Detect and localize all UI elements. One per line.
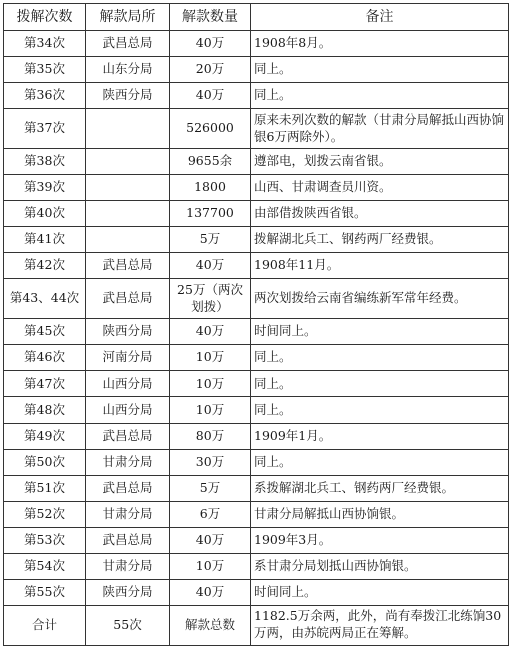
table-row	[4, 553, 509, 579]
cell-count: 第38次	[4, 149, 86, 175]
cell-remarks: 同上。	[251, 449, 509, 475]
cell-count: 第49次	[4, 423, 86, 449]
cell-remarks: 同上。	[251, 397, 509, 423]
cell-amount: 5万	[170, 227, 251, 253]
cell-amount: 80万	[170, 423, 251, 449]
cell-amount: 9655余	[170, 149, 251, 175]
cell-office: 甘肃分局	[86, 553, 170, 579]
cell-count: 第53次	[4, 527, 86, 553]
header-row	[4, 4, 509, 31]
cell-count: 第34次	[4, 31, 86, 57]
table-row	[4, 319, 509, 345]
cell-amount: 6万	[170, 501, 251, 527]
cell-amount: 40万	[170, 319, 251, 345]
cell-amount: 10万	[170, 397, 251, 423]
cell-office: 武昌总局	[86, 475, 170, 501]
cell-office: 55次	[86, 605, 170, 645]
cell-count: 第45次	[4, 319, 86, 345]
cell-amount: 10万	[170, 553, 251, 579]
table-row	[4, 227, 509, 253]
cell-count: 第40次	[4, 201, 86, 227]
cell-amount: 10万	[170, 345, 251, 371]
table-row	[4, 501, 509, 527]
cell-amount: 1800	[170, 175, 251, 201]
cell-amount: 40万	[170, 31, 251, 57]
cell-remarks: 系甘肃分局划抵山西协饷银。	[251, 553, 509, 579]
cell-remarks: 1909年3月。	[251, 527, 509, 553]
table-row	[4, 201, 509, 227]
cell-office: 武昌总局	[86, 31, 170, 57]
table-row	[4, 253, 509, 279]
cell-office: 武昌总局	[86, 527, 170, 553]
header-amount: 解款数量	[170, 4, 251, 31]
cell-count: 第37次	[4, 109, 86, 149]
cell-remarks: 甘肃分局解抵山西协饷银。	[251, 501, 509, 527]
table-row	[4, 527, 509, 553]
cell-count: 第42次	[4, 253, 86, 279]
cell-office: 武昌总局	[86, 423, 170, 449]
table-row	[4, 83, 509, 109]
cell-amount: 30万	[170, 449, 251, 475]
cell-count: 第36次	[4, 83, 86, 109]
cell-count: 第46次	[4, 345, 86, 371]
table-row	[4, 397, 509, 423]
cell-office: 武昌总局	[86, 279, 170, 319]
cell-remarks: 1908年8月。	[251, 31, 509, 57]
header-remarks: 备注	[251, 4, 509, 31]
remittance-table	[3, 3, 509, 646]
cell-office	[86, 175, 170, 201]
cell-remarks: 系拨解湖北兵工、钢药两厂经费银。	[251, 475, 509, 501]
cell-remarks: 时间同上。	[251, 319, 509, 345]
cell-amount: 40万	[170, 527, 251, 553]
table-row	[4, 345, 509, 371]
header-count: 拨解次数	[4, 4, 86, 31]
cell-amount: 137700	[170, 201, 251, 227]
table-row	[4, 579, 509, 605]
cell-amount: 526000	[170, 109, 251, 149]
cell-remarks: 原来未列次数的解款（甘肃分局解抵山西协饷银6万两除外）。	[251, 109, 509, 149]
cell-amount: 20万	[170, 57, 251, 83]
cell-count: 第51次	[4, 475, 86, 501]
cell-count: 第55次	[4, 579, 86, 605]
cell-count: 第50次	[4, 449, 86, 475]
cell-office: 山西分局	[86, 397, 170, 423]
cell-office: 陕西分局	[86, 579, 170, 605]
cell-office	[86, 109, 170, 149]
table-row	[4, 109, 509, 149]
cell-office: 河南分局	[86, 345, 170, 371]
cell-amount: 5万	[170, 475, 251, 501]
cell-amount: 25万（两次划拨）	[170, 279, 251, 319]
cell-remarks: 拨解湖北兵工、钢药两厂经费银。	[251, 227, 509, 253]
cell-remarks: 同上。	[251, 371, 509, 397]
cell-office: 山东分局	[86, 57, 170, 83]
cell-office: 陕西分局	[86, 83, 170, 109]
cell-remarks: 同上。	[251, 345, 509, 371]
table-row	[4, 57, 509, 83]
cell-count: 第47次	[4, 371, 86, 397]
cell-office: 武昌总局	[86, 253, 170, 279]
cell-remarks: 1908年11月。	[251, 253, 509, 279]
cell-office	[86, 201, 170, 227]
cell-remarks: 由部借拨陕西省银。	[251, 201, 509, 227]
table-row	[4, 449, 509, 475]
cell-remarks: 同上。	[251, 83, 509, 109]
cell-remarks: 时间同上。	[251, 579, 509, 605]
cell-count: 第39次	[4, 175, 86, 201]
table-row	[4, 31, 509, 57]
cell-remarks: 遵部电，划拨云南省银。	[251, 149, 509, 175]
cell-amount: 40万	[170, 579, 251, 605]
header-office: 解款局所	[86, 4, 170, 31]
cell-amount: 40万	[170, 253, 251, 279]
cell-count: 第54次	[4, 553, 86, 579]
table-row	[4, 475, 509, 501]
table-row	[4, 175, 509, 201]
cell-count: 第43、44次	[4, 279, 86, 319]
cell-count: 合计	[4, 605, 86, 645]
cell-remarks: 两次划拨给云南省编练新军常年经费。	[251, 279, 509, 319]
table-row	[4, 423, 509, 449]
cell-count: 第35次	[4, 57, 86, 83]
cell-amount: 解款总数	[170, 605, 251, 645]
total-row	[4, 605, 509, 645]
cell-remarks: 同上。	[251, 57, 509, 83]
cell-count: 第48次	[4, 397, 86, 423]
cell-office	[86, 149, 170, 175]
cell-office: 山西分局	[86, 371, 170, 397]
cell-office: 甘肃分局	[86, 501, 170, 527]
table-row	[4, 371, 509, 397]
cell-count: 第41次	[4, 227, 86, 253]
cell-count: 第52次	[4, 501, 86, 527]
cell-office: 陕西分局	[86, 319, 170, 345]
cell-amount: 40万	[170, 83, 251, 109]
table-row	[4, 149, 509, 175]
cell-office: 甘肃分局	[86, 449, 170, 475]
cell-office	[86, 227, 170, 253]
table-row	[4, 279, 509, 319]
cell-remarks: 1182.5万余两，此外，尚有奉拨江北练饷30万两，由苏皖两局正在筹解。	[251, 605, 509, 645]
cell-amount: 10万	[170, 371, 251, 397]
cell-remarks: 山西、甘肃调查员川资。	[251, 175, 509, 201]
cell-remarks: 1909年1月。	[251, 423, 509, 449]
